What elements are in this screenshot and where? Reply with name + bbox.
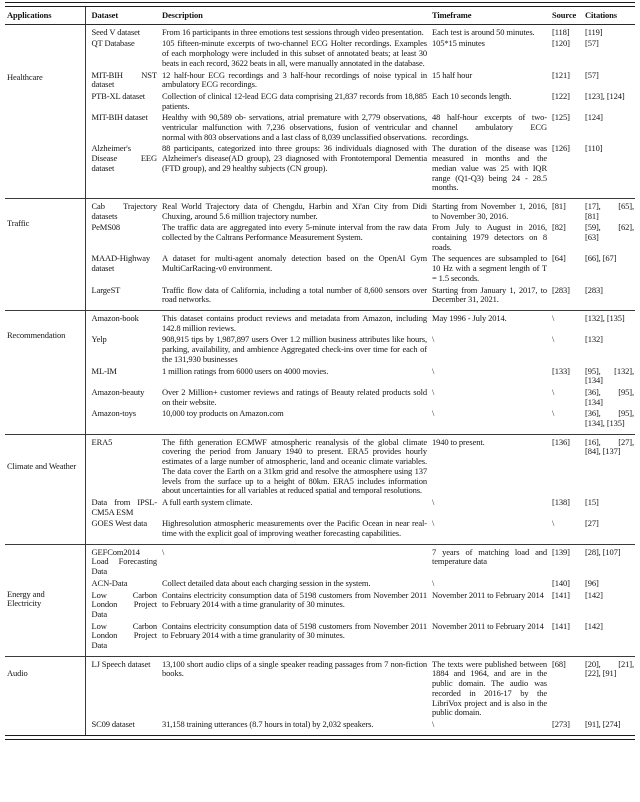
description-cell: Highresolution atmospheric measurements over the Pacific Ocean in near real-time with the explicit goal of improving weather forecasting capabilities. — [162, 518, 427, 539]
dataset-name-cell: GEFCom2014 Load Forecasting Data — [91, 546, 157, 577]
source-ref-cell: [140] — [552, 577, 570, 588]
dataset-name-cell: LargeST — [91, 284, 121, 295]
dataset-name-cell: QT Database — [91, 38, 135, 49]
source-ref-cell: [133] — [552, 365, 570, 376]
application-label: Climate and Weather — [5, 434, 85, 544]
group-energy-and-electricity — [5, 544, 635, 656]
description-cell: The fifth generation ECMWF atmospheric reanalysis of the global climate covering the period from January 1940 to present. ERA5 provides hourly estimates of a large number of atmospheric, land and oceanic climate variables. The data cover the Earth on a 31km grid and resolve the atmosphere using 137 levels from the surface up to a height of 80km. ERA5 includes information about uncertainties for all variables at reduced spatial and temporal resolutions. — [162, 436, 427, 496]
description-cell: Traffic flow data of California, including a total number of 8,600 sensors over road networks. — [162, 284, 427, 305]
application-label: Energy and Electricity — [5, 544, 85, 656]
citations-cell: [110] — [585, 143, 603, 154]
table-header — [5, 7, 635, 24]
dataset-name-cell: Seed V dataset — [91, 26, 141, 37]
description-cell: From 16 participants in three emotions test sessions through video presentation. — [162, 26, 424, 37]
source-ref-cell: [141] — [552, 620, 570, 631]
source-ref-cell: [141] — [552, 589, 570, 600]
table-row — [5, 143, 635, 198]
citations-cell: [36], [95], [134], [135] — [585, 408, 634, 429]
source-ref-cell: [283] — [552, 284, 570, 295]
dataset-name-cell: MIT-BIH NST dataset — [91, 69, 157, 90]
source-ref-cell: [125] — [552, 112, 570, 123]
group-recommendation — [5, 310, 635, 434]
citations-cell: [59], [62], [63] — [585, 222, 634, 243]
dataset-name-cell: Alzheimer's Disease EEG dataset — [91, 143, 157, 173]
citations-cell: [119] — [585, 26, 603, 37]
source-ref-cell: [122] — [552, 90, 570, 101]
source-ref-cell: [68] — [552, 658, 566, 669]
table-row — [5, 590, 635, 621]
citations-cell: [17], [65], [81] — [585, 200, 634, 221]
table-bottom-rule — [5, 735, 635, 740]
dataset-name-cell: GOES West data — [91, 518, 148, 529]
source-ref-cell: [273] — [552, 719, 570, 729]
description-cell: Collection of clinical 12-lead ECG data comprising 21,837 records from 18,885 patients. — [162, 90, 427, 111]
timeframe-cell: The duration of the disease was measured in months and the median value was 25 with IQR range (Q1-Q3) being 24 - 28.5 months. — [432, 143, 547, 193]
description-cell: Over 2 Million+ customer reviews and ratings of Beauty related products sold on their website. — [162, 386, 427, 407]
timeframe-cell: The texts were published between 1884 and 1964, and are in the public domain. The audio was recorded in 2016-17 by the LibriVox project and is also in the public domain. — [432, 658, 547, 718]
citations-cell: [28], [107] — [585, 546, 621, 557]
description-cell: Contains electricity consumption data of 5198 customers from November 2011 to February 2014 with a time granularity of 30 minutes. — [162, 620, 427, 641]
datasets-table — [5, 7, 635, 735]
description-cell: Real World Trajectory data of Chengdu, Harbin and Xi'an City from Didi Chuxing, around 5.6 million trajectory number. — [162, 200, 427, 221]
timeframe-cell: 48 half-hour excerpts of two-channel ambulatory ECG recordings. — [432, 112, 547, 142]
table-row — [5, 656, 635, 719]
table-row — [5, 285, 635, 311]
col-header-citations: Citations — [585, 7, 635, 24]
application-label: Traffic — [5, 198, 85, 310]
citations-cell: [124] — [585, 112, 603, 123]
table-row — [5, 91, 635, 112]
table-row — [5, 719, 635, 735]
timeframe-cell: May 1996 - July 2014. — [432, 312, 507, 323]
timeframe-cell: \ — [432, 386, 435, 397]
description-cell: 12 half-hour ECG recordings and 3 half-hour recordings of noise typical in ambulatory ECG recordings. — [162, 69, 427, 90]
citations-cell: [95], [132], [134] — [585, 365, 634, 386]
timeframe-cell: Starting from November 1, 2016, to November 30, 2016. — [432, 200, 547, 221]
description-cell: 908,915 tips by 1,987,897 users Over 1.2 million business attributes like hours, parking, availability, and ambience Aggregated check-ins over time for each of the 131,930 businesses — [162, 334, 427, 364]
dataset-name-cell: Amazon-book — [91, 312, 139, 323]
group-audio — [5, 656, 635, 734]
citations-cell: [132] — [585, 334, 603, 345]
description-cell: 105 fifteen-minute excerpts of two-channel ECG Holter recordings. Examples of each morphology were included in this subset of annotated beats; at least 30 beats in each record, 3622 beats in all, were manually annotated in the database. — [162, 38, 427, 68]
dataset-name-cell: Low Carbon London Project Data — [91, 589, 157, 619]
dataset-name-cell: ACN-Data — [91, 577, 128, 588]
source-ref-cell: [138] — [552, 496, 570, 507]
col-header-dataset: Dataset — [85, 7, 162, 24]
dataset-name-cell: Amazon-beauty — [91, 386, 145, 397]
description-cell: The traffic data are aggregated into every 5-minute interval from the raw data collected by the Caltrans Performance Measurement System. — [162, 222, 427, 243]
source-ref-cell: [136] — [552, 436, 570, 447]
dataset-name-cell: PeMS08 — [91, 222, 121, 233]
timeframe-cell: \ — [432, 408, 435, 419]
source-ref-cell: [126] — [552, 143, 570, 154]
description-cell: Healthy with 90,589 ob- servations, atrial premature with 2,779 observations, ventricular malfunction with 7,236 observations, fusion of ventricular and normal with 803 observations and a last class of 8,039 unclassified observations. — [162, 112, 427, 142]
table-row — [5, 70, 635, 91]
table-row — [5, 24, 635, 38]
description-cell: Collect detailed data about each charging session in the system. — [162, 577, 371, 588]
timeframe-cell: November 2011 to February 2014 — [432, 620, 544, 631]
group-traffic — [5, 198, 635, 310]
table-row — [5, 497, 635, 518]
table-row — [5, 434, 635, 497]
description-cell: 13,100 short audio clips of a single speaker reading passages from 7 non-fiction books. — [162, 658, 427, 679]
citations-cell: [16], [27], [84], [137] — [585, 436, 634, 457]
table-row — [5, 334, 635, 365]
citations-cell: [57] — [585, 69, 599, 80]
timeframe-cell: \ — [432, 518, 435, 529]
source-ref-cell: \ — [552, 334, 555, 345]
dataset-name-cell: PTB-XL dataset — [91, 90, 145, 101]
col-header-source: Source — [552, 7, 585, 24]
table-row — [5, 222, 635, 253]
dataset-name-cell: Data from IPSL-CM5A ESM — [91, 496, 157, 517]
dataset-name-cell: MAAD-Highway dataset — [91, 253, 151, 274]
description-cell: This dataset contains product reviews and metadata from Amazon, including 142.8 million reviews. — [162, 312, 427, 333]
source-ref-cell: [139] — [552, 546, 570, 557]
citations-cell: [15] — [585, 496, 599, 507]
source-ref-cell: [121] — [552, 69, 570, 80]
citations-cell: [123], [124] — [585, 90, 625, 101]
col-header-description: Description — [162, 7, 432, 24]
source-ref-cell: \ — [552, 386, 555, 397]
application-label: Healthcare — [5, 24, 85, 198]
timeframe-cell: \ — [432, 334, 435, 345]
source-ref-cell: \ — [552, 518, 555, 529]
timeframe-cell: Each test is around 50 minutes. — [432, 26, 535, 37]
timeframe-cell: \ — [432, 496, 435, 507]
timeframe-cell: The sequences are subsampled to 10 Hz with a segment length of T = 1.5 seconds. — [432, 253, 547, 283]
application-label: Audio — [5, 656, 85, 734]
timeframe-cell: \ — [432, 365, 435, 376]
dataset-name-cell: Amazon-toys — [91, 408, 136, 419]
description-cell: 31,158 training utterances (8.7 hours in total) by 2,032 speakers. — [162, 719, 374, 729]
group-healthcare — [5, 24, 635, 198]
dataset-name-cell: ML-IM — [91, 365, 117, 376]
table-row — [5, 366, 635, 387]
dataset-name-cell: Cab Trajectory datasets — [91, 200, 157, 221]
citations-cell: [91], [274] — [585, 719, 621, 729]
source-ref-cell: [81] — [552, 200, 566, 211]
table-row — [5, 253, 635, 284]
timeframe-cell: November 2011 to February 2014 — [432, 589, 544, 600]
dataset-name-cell: Low Carbon London Project Data — [91, 620, 157, 651]
timeframe-cell: Each 10 seconds length. — [432, 90, 512, 101]
description-cell: Contains electricity consumption data of 5198 customers from November 2011 to February 2014 with a time granularity of 30 minutes. — [162, 589, 427, 610]
group-climate-and-weather — [5, 434, 635, 544]
timeframe-cell: 105*15 minutes — [432, 38, 485, 49]
timeframe-cell: Starting from January 1, 2017, to December 31, 2021. — [432, 284, 547, 305]
description-cell: 88 participants, categorized into three groups: 36 individuals diagnosed with Alzheimer's disease(AD group), 23 diagnosed with Frontotemporal Dementia (FTD group), and 29 healthy subjects (CN group). — [162, 143, 427, 173]
timeframe-cell: From July to August in 2016, containing 1979 detectors on 8 roads. — [432, 222, 547, 252]
citations-cell: [57] — [585, 38, 599, 49]
citations-cell: [20], [21], [22], [91] — [585, 658, 634, 679]
source-ref-cell: [118] — [552, 26, 570, 37]
application-label: Recommendation — [5, 310, 85, 434]
dataset-name-cell: SC09 dataset — [91, 719, 135, 729]
timeframe-cell: \ — [432, 719, 435, 729]
citations-cell: [66], [67] — [585, 253, 617, 264]
citations-cell: [36], [95], [134] — [585, 386, 634, 407]
dataset-name-cell: LJ Speech dataset — [91, 658, 151, 669]
source-ref-cell: [120] — [552, 38, 570, 49]
table-row — [5, 112, 635, 143]
table-row — [5, 578, 635, 590]
description-cell: 10,000 toy products on Amazon.com — [162, 408, 284, 419]
table-row — [5, 198, 635, 222]
source-ref-cell: [64] — [552, 253, 566, 264]
col-header-timeframe: Timeframe — [432, 7, 552, 24]
description-cell: 1 million ratings from 6000 users on 4000 movies. — [162, 365, 329, 376]
dataset-name-cell: MIT-BIH dataset — [91, 112, 148, 123]
table-row — [5, 621, 635, 657]
table-row — [5, 310, 635, 334]
col-header-applications: Applications — [5, 7, 85, 24]
citations-cell: [142] — [585, 589, 603, 600]
timeframe-cell: \ — [432, 577, 435, 588]
timeframe-cell: 15 half hour — [432, 69, 473, 80]
citations-cell: [283] — [585, 284, 603, 295]
citations-cell: [27] — [585, 518, 599, 529]
source-ref-cell: [82] — [552, 222, 566, 233]
citations-cell: [142] — [585, 620, 603, 631]
citations-cell: [96] — [585, 577, 599, 588]
description-cell: A dataset for multi-agent anomaly detection based on the OpenAI Gym MultiCarRacing-v0 environment. — [162, 253, 427, 274]
table-row — [5, 387, 635, 408]
header-row — [5, 7, 635, 24]
table-row — [5, 38, 635, 69]
dataset-name-cell: ERA5 — [91, 436, 113, 447]
table-row — [5, 544, 635, 578]
description-cell: A full earth system climate. — [162, 496, 253, 507]
citations-cell: [132], [135] — [585, 312, 625, 323]
table-row — [5, 408, 635, 434]
description-cell: \ — [162, 546, 165, 557]
timeframe-cell: 1940 to present. — [432, 436, 485, 447]
dataset-name-cell: Yelp — [91, 334, 107, 345]
timeframe-cell: 7 years of matching load and temperature data — [432, 546, 547, 567]
source-ref-cell: \ — [552, 312, 555, 323]
table-row — [5, 518, 635, 544]
source-ref-cell: \ — [552, 408, 555, 419]
